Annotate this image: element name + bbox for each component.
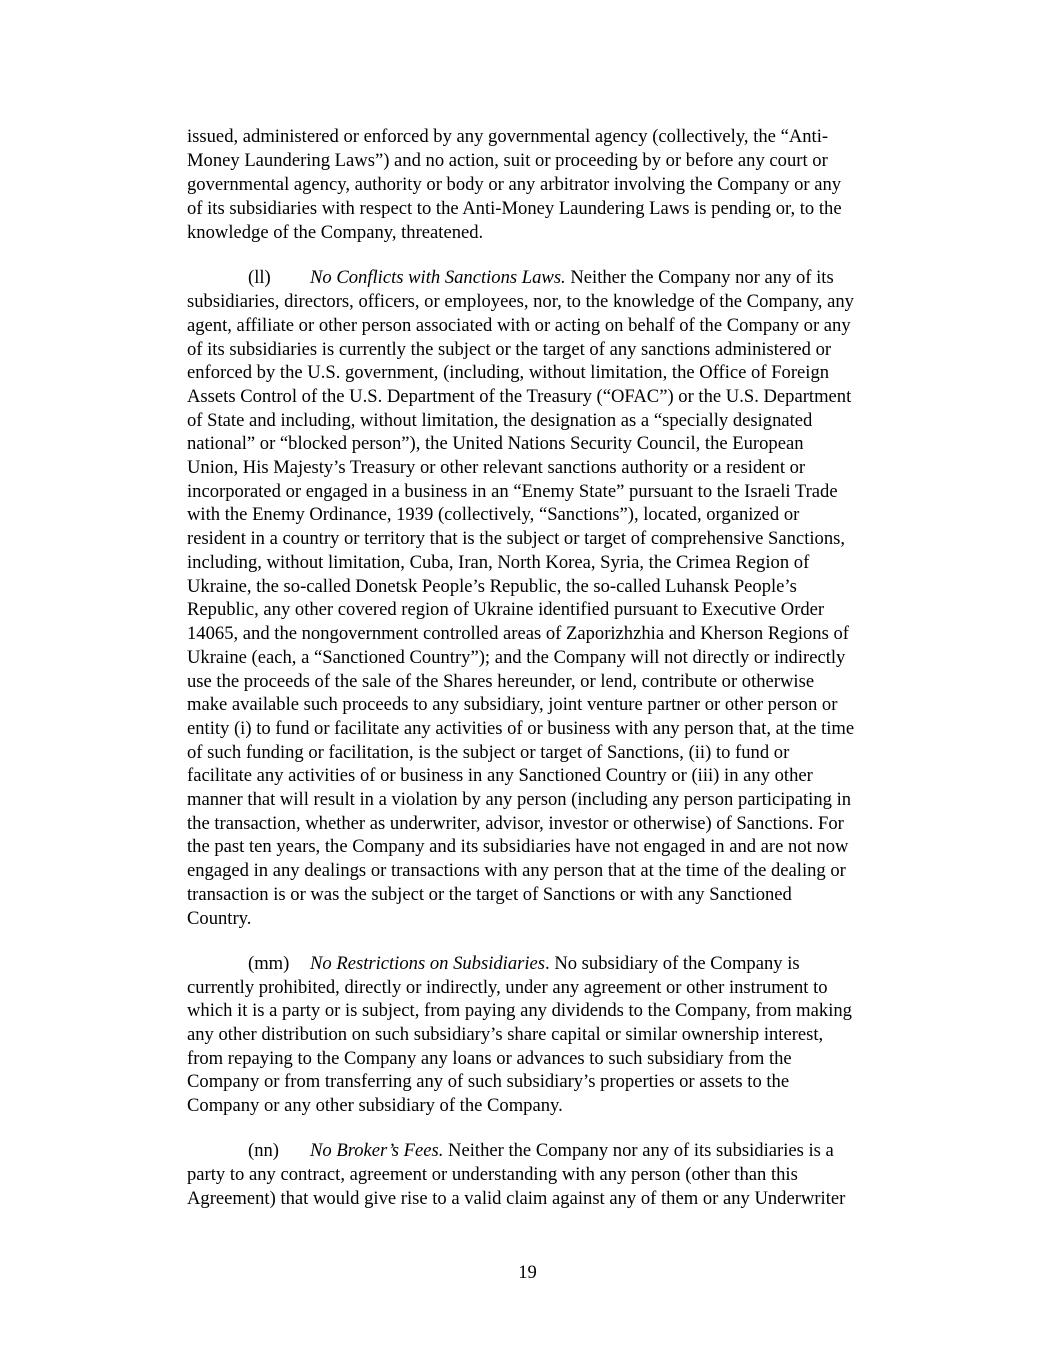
text-line: Company or from transferring any of such subsidiary’s properties or assets to the bbox=[187, 1071, 790, 1092]
text-line: which it is a party or is subject, from paying any dividends to the Company, from making bbox=[187, 1000, 852, 1021]
section-ll-first-line-text: Neither the Company nor any of its bbox=[565, 267, 834, 288]
text-line: Money Laundering Laws”) and no action, suit or proceeding by or before any court or bbox=[187, 150, 828, 171]
text-line: knowledge of the Company, threatened. bbox=[187, 222, 484, 243]
text-line: transaction is or was the subject or the target of Sanctions or with any Sanctioned bbox=[187, 884, 792, 905]
text-line: use the proceeds of the sale of the Shares hereunder, or lend, contribute or otherwise bbox=[187, 671, 815, 692]
page-number: 19 bbox=[518, 1262, 537, 1283]
text-line: subsidiaries, directors, officers, or employees, nor, to the knowledge of the Company, any bbox=[187, 291, 854, 312]
section-ll-label: (ll) bbox=[248, 267, 271, 288]
text-line: of its subsidiaries with respect to the Anti-Money Laundering Laws is pending or, to the bbox=[187, 198, 842, 219]
text-line: Agreement) that would give rise to a valid claim against any of them or any Underwriter bbox=[187, 1188, 846, 1209]
text-line: the past ten years, the Company and its subsidiaries have not engaged in and are not now bbox=[187, 836, 849, 857]
text-line: agent, affiliate or other person associated with or acting on behalf of the Company or any bbox=[187, 315, 851, 336]
section-mm-label: (mm) bbox=[248, 953, 290, 974]
text-line: the transaction, whether as underwriter, advisor, investor or otherwise) of Sanctions. For bbox=[187, 813, 844, 834]
text-line: Country. bbox=[187, 908, 252, 929]
section-ll-heading-line bbox=[248, 266, 834, 290]
text-line: facilitate any activities of or business in any Sanctioned Country or (iii) in any other bbox=[187, 765, 813, 786]
text-line: from repaying to the Company any loans or advances to such subsidiary from the bbox=[187, 1048, 792, 1069]
text-line: with the Enemy Ordinance, 1939 (collectively, “Sanctions”), located, organized or bbox=[187, 504, 800, 525]
text-line: of State and including, without limitation, the designation as a “specially designated bbox=[187, 410, 813, 431]
section-nn-label: (nn) bbox=[248, 1140, 279, 1161]
text-line: of its subsidiaries is currently the subject or the target of any sanctions administered or bbox=[187, 339, 832, 360]
text-line: including, without limitation, Cuba, Iran, North Korea, Syria, the Crimea Region of bbox=[187, 552, 810, 573]
text-line: currently prohibited, directly or indirectly, under any agreement or other instrument to bbox=[187, 977, 828, 998]
text-line: engaged in any dealings or transactions with any person that at the time of the dealing or bbox=[187, 860, 846, 881]
section-mm-title: No Restrictions on Subsidiaries bbox=[310, 953, 546, 974]
section-nn-first-line-text: Neither the Company nor any of its subsidiaries is a bbox=[443, 1140, 834, 1161]
section-nn-title: No Broker’s Fees. bbox=[310, 1140, 444, 1161]
text-line: of such funding or facilitation, is the subject or target of Sanctions, (ii) to fund or bbox=[187, 742, 790, 763]
section-ll-title: No Conflicts with Sanctions Laws. bbox=[310, 267, 566, 288]
text-line: enforced by the U.S. government, (including, without limitation, the Office of Foreign bbox=[187, 362, 830, 383]
section-nn-heading-line bbox=[248, 1139, 834, 1163]
text-line: Ukraine (each, a “Sanctioned Country”); and the Company will not directly or indirectly bbox=[187, 647, 846, 668]
text-line: governmental agency, authority or body or any arbitrator involving the Company or any bbox=[187, 174, 842, 195]
text-line: national” or “blocked person”), the United Nations Security Council, the European bbox=[187, 433, 804, 454]
text-line: party to any contract, agreement or understanding with any person (other than this bbox=[187, 1164, 798, 1185]
section-mm-heading-line bbox=[248, 952, 800, 976]
text-line: Ukraine, the so-called Donetsk People’s Republic, the so-called Luhansk People’s bbox=[187, 576, 797, 597]
text-line: Assets Control of the U.S. Department of the Treasury (“OFAC”) or the U.S. Department bbox=[187, 386, 852, 407]
text-line: manner that will result in a violation by any person (including any person participating in bbox=[187, 789, 852, 810]
text-line: resident in a country or territory that is the subject or target of comprehensive Sanctions, bbox=[187, 528, 845, 549]
text-line: issued, administered or enforced by any governmental agency (collectively, the “Anti- bbox=[187, 126, 829, 147]
text-line: make available such proceeds to any subsidiary, joint venture partner or other person or bbox=[187, 694, 838, 715]
text-line: entity (i) to fund or facilitate any activities of or business with any person that, at the time bbox=[187, 718, 855, 739]
text-line: incorporated or engaged in a business in an “Enemy State” pursuant to the Israeli Trade bbox=[187, 481, 838, 502]
text-line: Company or any other subsidiary of the Company. bbox=[187, 1095, 563, 1116]
text-line: 14065, and the nongovernment controlled areas of Zaporizhzhia and Kherson Regions of bbox=[187, 623, 849, 644]
text-line: Republic, any other covered region of Ukraine identified pursuant to Executive Order bbox=[187, 599, 825, 620]
text-line: Union, His Majesty’s Treasury or other relevant sanctions authority or a resident or bbox=[187, 457, 806, 478]
text-line: any other distribution on such subsidiary’s share capital or similar ownership interest, bbox=[187, 1024, 824, 1045]
section-mm-first-line-text: . No subsidiary of the Company is bbox=[545, 953, 800, 974]
